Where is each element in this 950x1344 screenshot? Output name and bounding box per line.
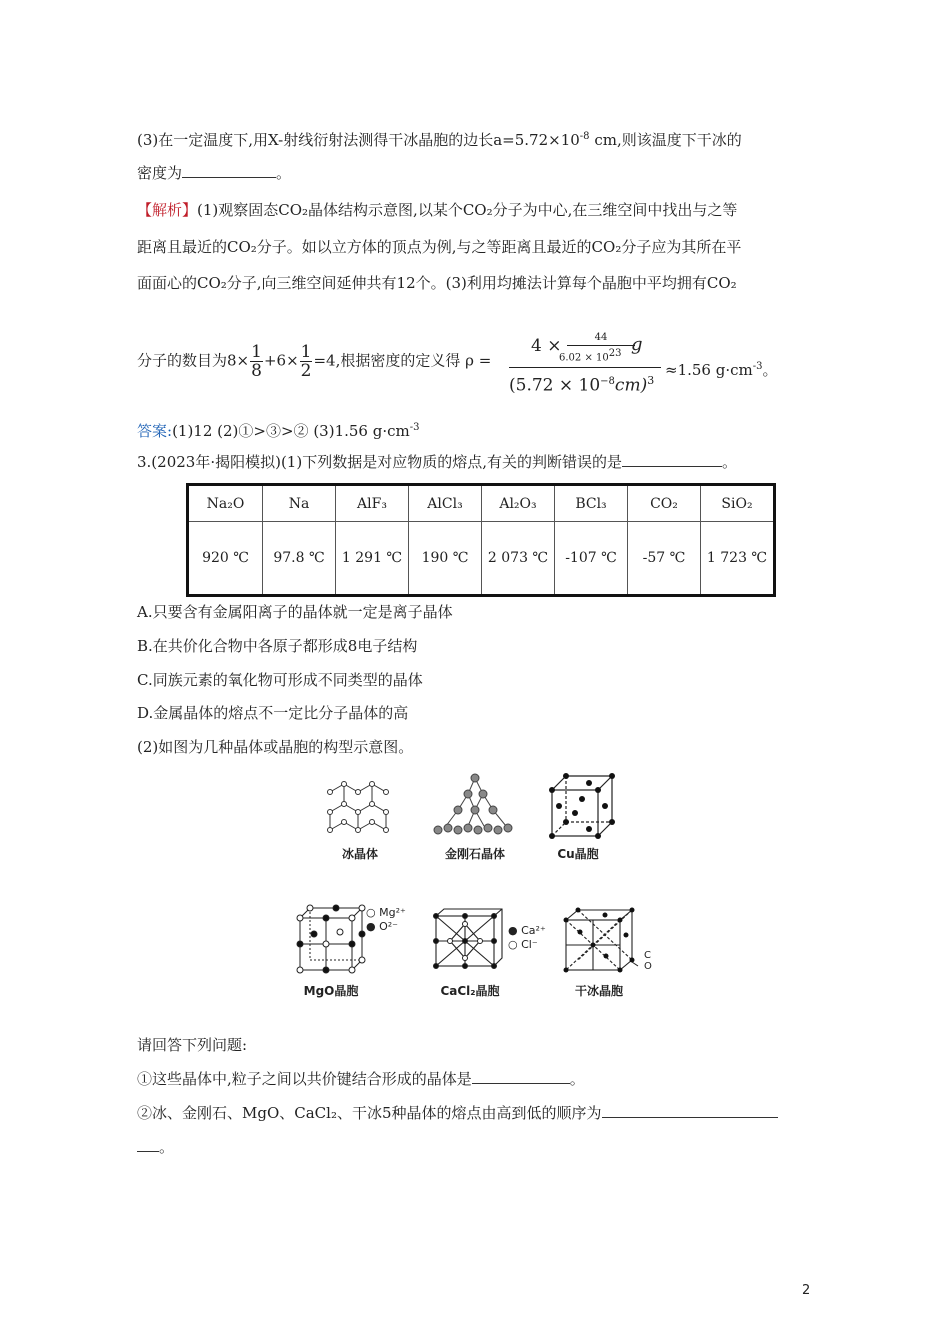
caption-cu: Cu晶胞 [557, 847, 599, 861]
fraction-1-8: $\frac{1}{8}$ [251, 342, 262, 381]
table-cell: 2 073 ℃ [482, 522, 555, 596]
option-d: D.金属晶体的熔点不一定比分子晶体的高 [137, 704, 409, 722]
diamond-crystal-figure [428, 772, 523, 838]
cu-cell-figure [548, 772, 618, 840]
table-cell: Na₂O [188, 485, 263, 522]
option-c: C.同族元素的氧化物可形成不同类型的晶体 [137, 671, 423, 689]
density-formula: 4 × 44 $6.02 \times 10^{23}$ g $(5.72 \times 10^{-8}cm)^3$ [509, 332, 661, 402]
table-cell: CO₂ [628, 485, 701, 522]
q3-line2: 密度为 。 [137, 164, 292, 182]
dry-ice-cell-figure [560, 904, 644, 974]
fraction-1-2: $\frac{1}{2}$ [300, 342, 312, 381]
melting-point-table [186, 483, 776, 597]
legend-o: ● O²⁻ [366, 920, 398, 933]
q3-line1: (3)在一定温度下,用X-射线衍射法测得干冰晶胞的边长$a=5.72\times 10^{-8}$ cm,则该温度下干冰的 [137, 131, 742, 149]
legend-c: C [644, 950, 651, 961]
answer-label: 答案: [137, 422, 173, 440]
caption-cacl2: CaCl₂晶胞 [440, 984, 500, 998]
table-cell: SiO₂ [701, 485, 775, 522]
caption-dry-ice: 干冰晶胞 [574, 984, 623, 998]
answer-blank[interactable] [182, 163, 276, 178]
table-cell: 190 ℃ [409, 522, 482, 596]
ask-intro: 请回答下列问题: [137, 1036, 248, 1054]
table-cell: 1 723 ℃ [701, 522, 775, 596]
table-header-row [188, 485, 775, 522]
option-b: B.在共价化合物中各原子都形成8电子结构 [137, 637, 418, 655]
table-cell: Na [263, 485, 336, 522]
table-cell: 1 291 ℃ [336, 522, 409, 596]
answer-blank[interactable] [472, 1069, 570, 1084]
option-a: A.只要含有金属阳离子的晶体就一定是离子晶体 [137, 603, 453, 621]
ice-crystal-figure [322, 772, 398, 838]
table-cell: AlCl₃ [409, 485, 482, 522]
table-cell: -57 ℃ [628, 522, 701, 596]
analysis-line4: 分子的数目为8× $\frac{1}{8}$ +6× $\frac{1}{2}$ =4,根据密度的定义得 ρ = [137, 342, 492, 381]
mgo-cell-figure [296, 904, 368, 974]
table-cell: 920 ℃ [188, 522, 263, 596]
figure-intro: (2)如图为几种晶体或晶胞的构型示意图。 [137, 738, 414, 756]
caption-mgo: MgO晶胞 [303, 984, 359, 998]
table-value-row [188, 522, 775, 596]
legend-o2: O [644, 961, 652, 972]
caption-diamond: 金刚石晶体 [444, 847, 505, 861]
mgo-legend [366, 906, 406, 934]
answer-line: 答案:(1)12 (2)①>③>② (3)1.56 $g\cdot cm^{-3}$ [137, 422, 420, 440]
table-cell: -107 ℃ [555, 522, 628, 596]
ask-2: ②冰、金刚石、MgO、CaCl₂、干冰5种晶体的熔点由高到低的顺序为 [137, 1103, 810, 1123]
caption-ice: 冰晶体 [341, 847, 378, 861]
page-number: 2 [802, 1283, 811, 1298]
dry-ice-legend [644, 950, 652, 972]
q3b-title: 3.(2023年·揭阳模拟)(1)下列数据是对应物质的熔点,有关的判断错误的是 。 [137, 453, 737, 471]
table-cell: AlF₃ [336, 485, 409, 522]
ask-2-cont: 。 [137, 1137, 810, 1157]
table-cell: BCl₃ [555, 485, 628, 522]
legend-ca: ● Ca²⁺ [508, 924, 546, 937]
density-result: ≈1.56 $g\cdot cm^{-3}$。 [665, 361, 778, 379]
table-cell: 97.8 ℃ [263, 522, 336, 596]
analysis-line2: 距离且最近的CO₂分子。如以立方体的顶点为例,与之等距离且最近的CO₂分子应为其所在平 [137, 238, 742, 256]
answer-blank[interactable] [137, 1137, 159, 1152]
ask-1: ①这些晶体中,粒子之间以共价键结合形成的晶体是 。 [137, 1070, 585, 1088]
analysis-line3: 面面心的CO₂分子,向三维空间延伸共有12个。(3)利用均摊法计算每个晶胞中平均拥有CO₂ [137, 274, 737, 292]
analysis-line1: 【解析】(1)观察固态CO₂晶体结构示意图,以某个CO₂分子为中心,在三维空间中找出与之等 [137, 201, 738, 219]
legend-mg: ○ Mg²⁺ [366, 906, 406, 919]
legend-cl: ○ Cl⁻ [508, 938, 538, 951]
table-cell: Al₂O₃ [482, 485, 555, 522]
cacl2-legend [508, 924, 546, 952]
answer-blank[interactable] [622, 452, 722, 467]
analysis-tag: 【解析】 [137, 201, 198, 219]
cacl2-cell-figure [432, 906, 504, 970]
answer-blank[interactable] [602, 1103, 778, 1118]
